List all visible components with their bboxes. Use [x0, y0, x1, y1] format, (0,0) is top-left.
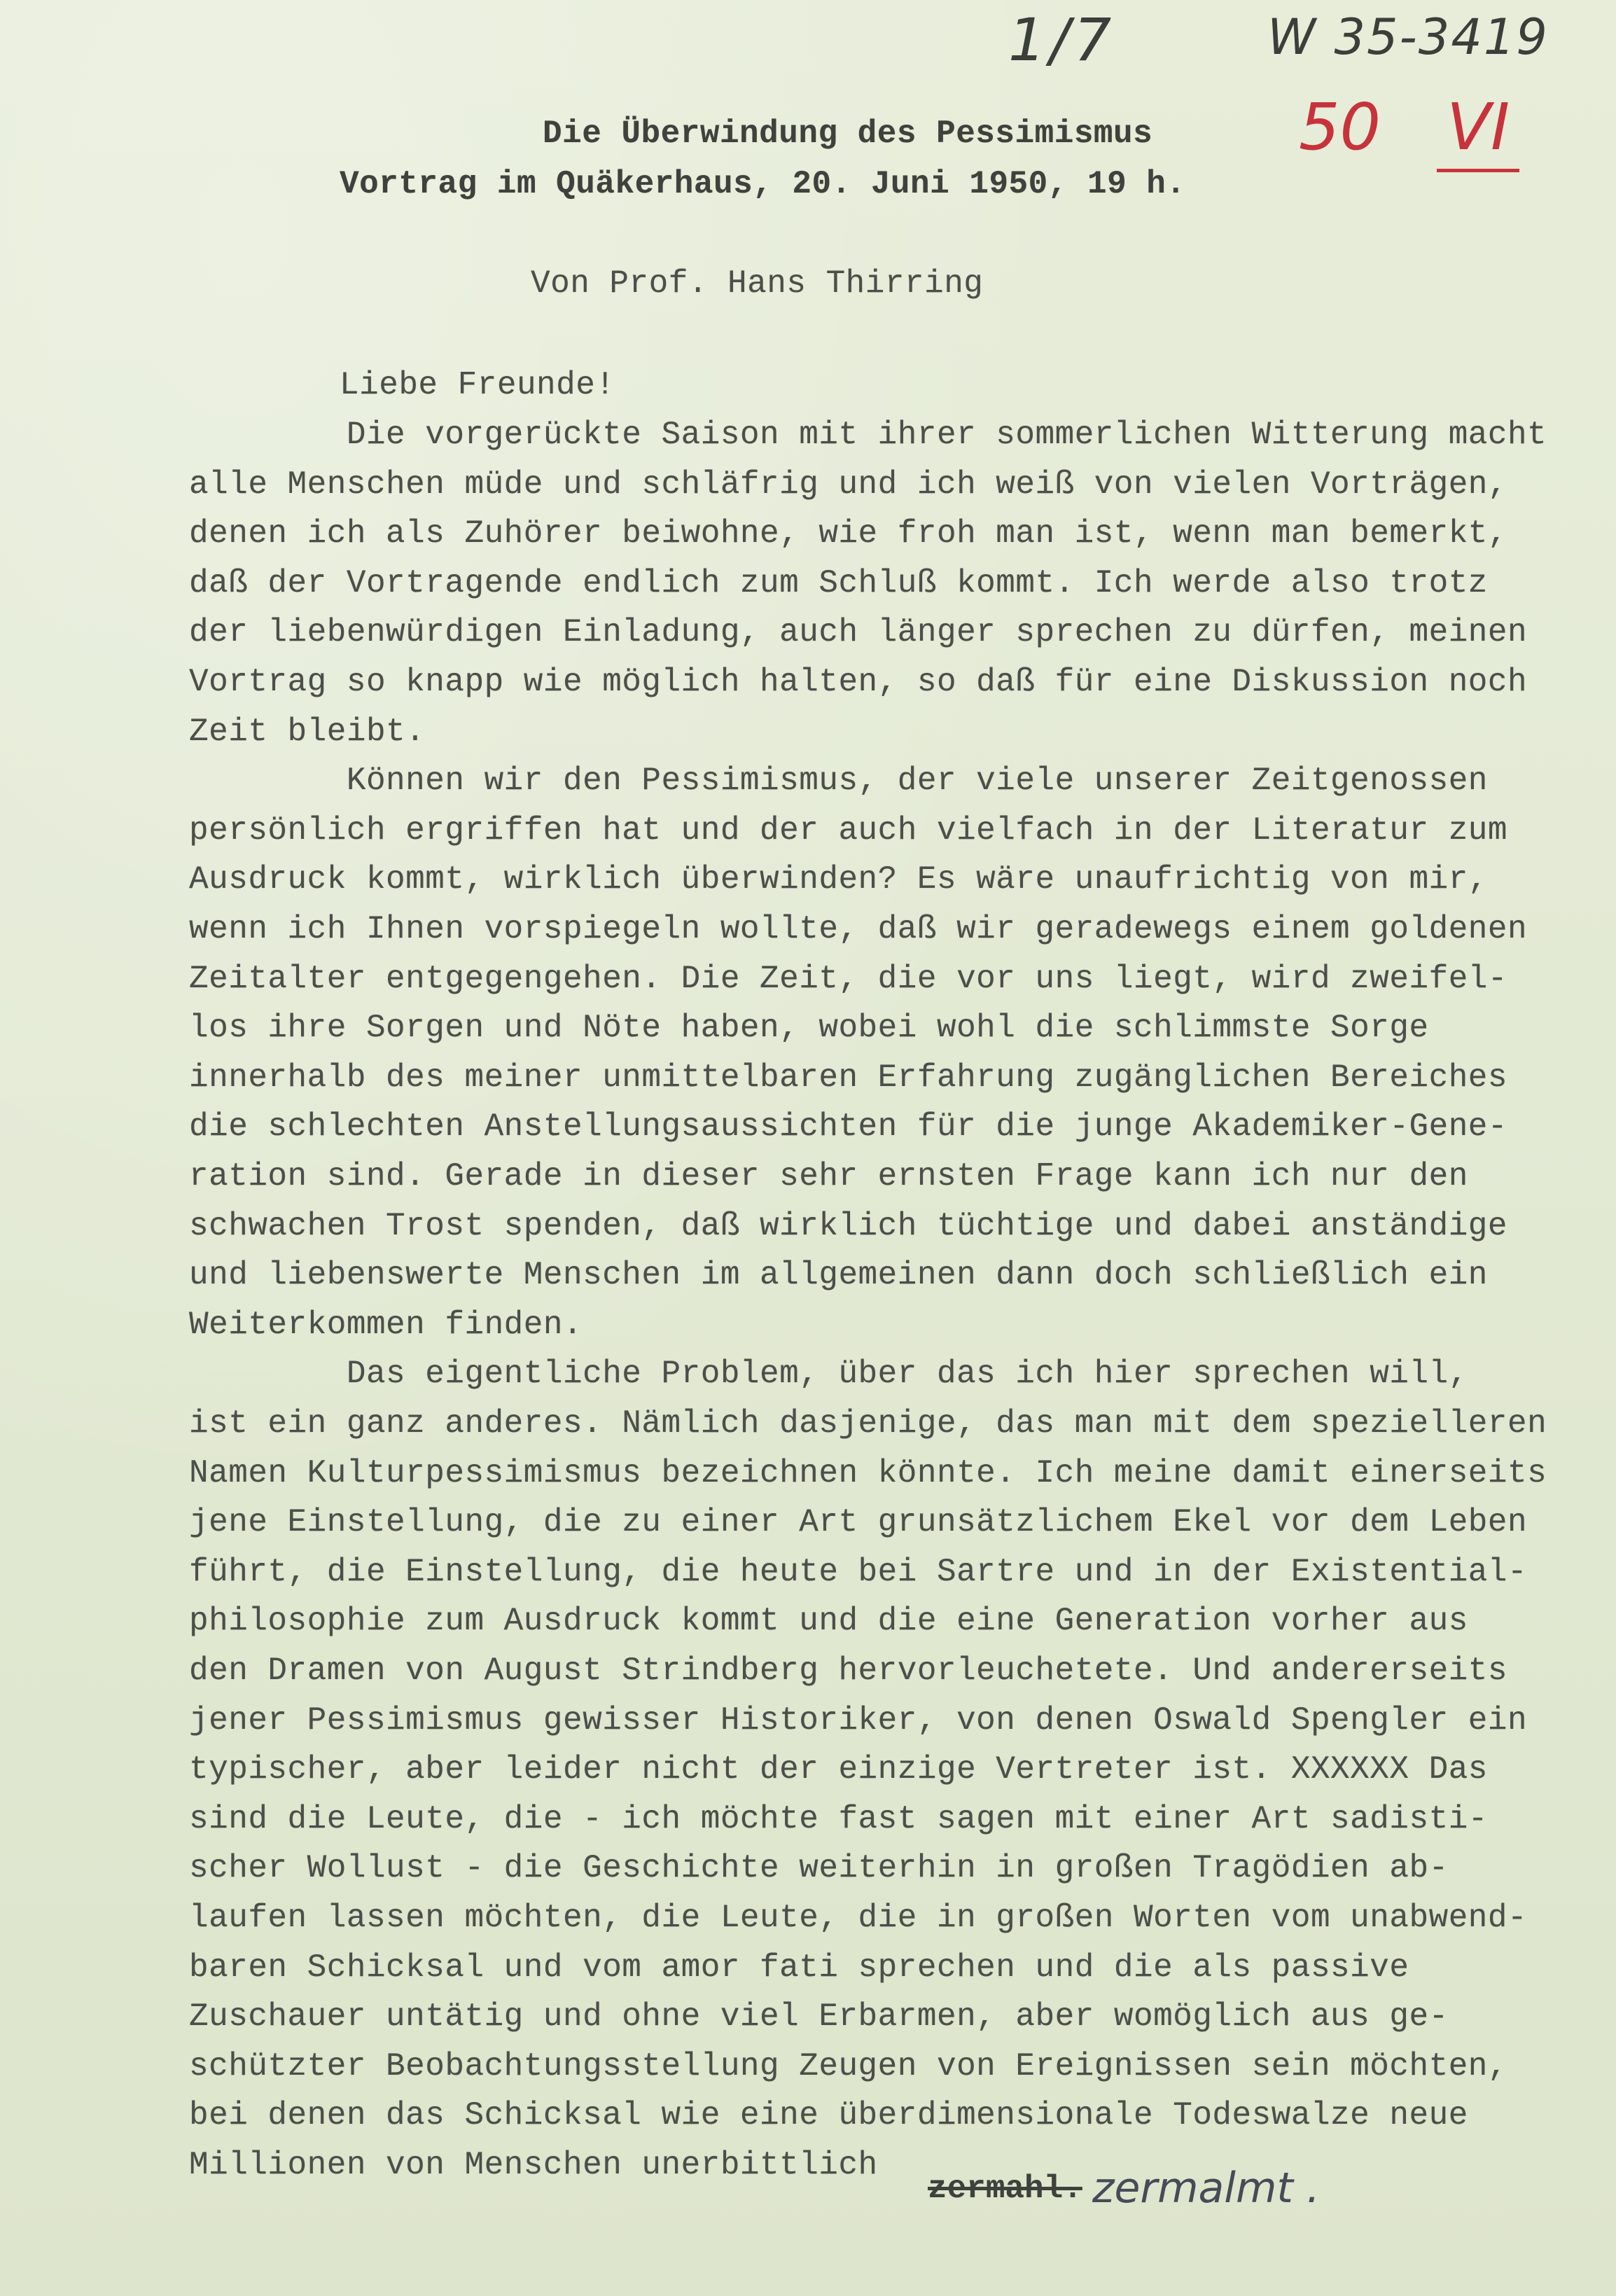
- document-title: Die Überwindung des Pessimismus: [543, 116, 1153, 152]
- text-line: Können wir den Pessimismus, der viele unserer Zeitgenossen: [189, 763, 1488, 799]
- red-number: 50: [1299, 90, 1381, 165]
- text-line: scher Wollust - die Geschichte weiterhin in großen Tragödien ab-: [189, 1850, 1449, 1886]
- archive-signature: W 35-3419: [1267, 8, 1549, 66]
- text-line: los ihre Sorgen und Nöte haben, wobei wohl die schlimmste Sorge: [189, 1010, 1429, 1046]
- text-line: der liebenwürdigen Einladung, auch länger sprechen zu dürfen, meinen: [189, 614, 1528, 650]
- text-line: Zuschauer untätig und ohne viel Erbarmen, aber womöglich aus ge-: [189, 1998, 1449, 2035]
- text-line: jene Einstellung, die zu einer Art grunsätzlichem Ekel vor dem Leben: [189, 1504, 1528, 1540]
- document-author: Von Prof. Hans Thirring: [531, 265, 984, 302]
- text-line: daß der Vortragende endlich zum Schluß kommt. Ich werde also trotz: [189, 565, 1488, 601]
- struck-word: zermahl.: [928, 2171, 1082, 2207]
- text-line: Weiterkommen finden.: [189, 1307, 583, 1343]
- archive-page-number: 1/7: [1008, 6, 1116, 74]
- text-line: innerhalb des meiner unmittelbaren Erfahrung zugänglichen Bereiches: [189, 1059, 1508, 1096]
- text-line: persönlich ergriffen hat und der auch vielfach in der Literatur zum: [189, 812, 1508, 849]
- text-line: Die vorgerückte Saison mit ihrer sommerlichen Witterung macht: [189, 417, 1547, 453]
- text-line: schützter Beobachtungsstellung Zeugen von Ereignissen sein möchten,: [189, 2048, 1508, 2085]
- text-line: Das eigentliche Problem, über das ich hier sprechen will,: [189, 1356, 1468, 1392]
- text-line: jener Pessimismus gewisser Historiker, von denen Oswald Spengler ein: [189, 1702, 1528, 1739]
- text-line: den Dramen von August Strindberg hervorleuchetete. Und andererseits: [189, 1653, 1508, 1689]
- salutation: Liebe Freunde!: [340, 367, 615, 403]
- text-line: alle Menschen müde und schläfrig und ich weiß von vielen Vorträgen,: [189, 466, 1508, 503]
- document-subtitle: Vortrag im Quäkerhaus, 20. Juni 1950, 19 h.: [340, 166, 1186, 202]
- text-line: Vortrag so knapp wie möglich halten, so daß für eine Diskussion noch: [189, 664, 1528, 700]
- handwritten-correction: zermalmt .: [1092, 2164, 1321, 2213]
- text-line: philosophie zum Ausdruck kommt und die eine Generation vorher aus: [189, 1603, 1468, 1639]
- text-line: bei denen das Schicksal wie eine überdimensionale Todeswalze neue: [189, 2097, 1468, 2134]
- text-line: denen ich als Zuhörer beiwohne, wie froh man ist, wenn man bemerkt,: [189, 515, 1508, 552]
- text-line: laufen lassen möchten, die Leute, die in großen Worten vom unabwend-: [189, 1900, 1528, 1936]
- text-line: Zeitalter entgegengehen. Die Zeit, die vor uns liegt, wird zweifel-: [189, 961, 1508, 997]
- text-line: ist ein ganz anderes. Nämlich dasjenige, das man mit dem spezielleren: [189, 1405, 1547, 1442]
- red-roman-numeral: VI: [1437, 90, 1519, 172]
- text-line: die schlechten Anstellungsaussichten für die junge Akademiker-Gene-: [189, 1108, 1508, 1145]
- text-line: wenn ich Ihnen vorspiegeln wollte, daß wir geradewegs einem goldenen: [189, 911, 1528, 947]
- text-line: und liebenswerte Menschen im allgemeinen dann doch schließlich ein: [189, 1257, 1488, 1293]
- text-line: Millionen von Menschen unerbittlich: [189, 2147, 878, 2183]
- text-line: führt, die Einstellung, die heute bei Sartre und in der Existential-: [189, 1554, 1528, 1590]
- text-line: Namen Kulturpessimismus bezeichnen könnte. Ich meine damit einerseits: [189, 1455, 1547, 1491]
- text-line: Ausdruck kommt, wirklich überwinden? Es wäre unaufrichtig von mir,: [189, 861, 1488, 898]
- text-line: sind die Leute, die - ich möchte fast sagen mit einer Art sadisti-: [189, 1801, 1488, 1837]
- text-line: typischer, aber leider nicht der einzige Vertreter ist. XXXXXX Das: [189, 1751, 1488, 1788]
- text-line: Zeit bleibt.: [189, 714, 426, 750]
- text-line: baren Schicksal und vom amor fati sprechen und die als passive: [189, 1949, 1409, 1986]
- text-line: schwachen Trost spenden, daß wirklich tüchtige und dabei anständige: [189, 1208, 1508, 1244]
- text-line: ration sind. Gerade in dieser sehr ernsten Frage kann ich nur den: [189, 1158, 1468, 1195]
